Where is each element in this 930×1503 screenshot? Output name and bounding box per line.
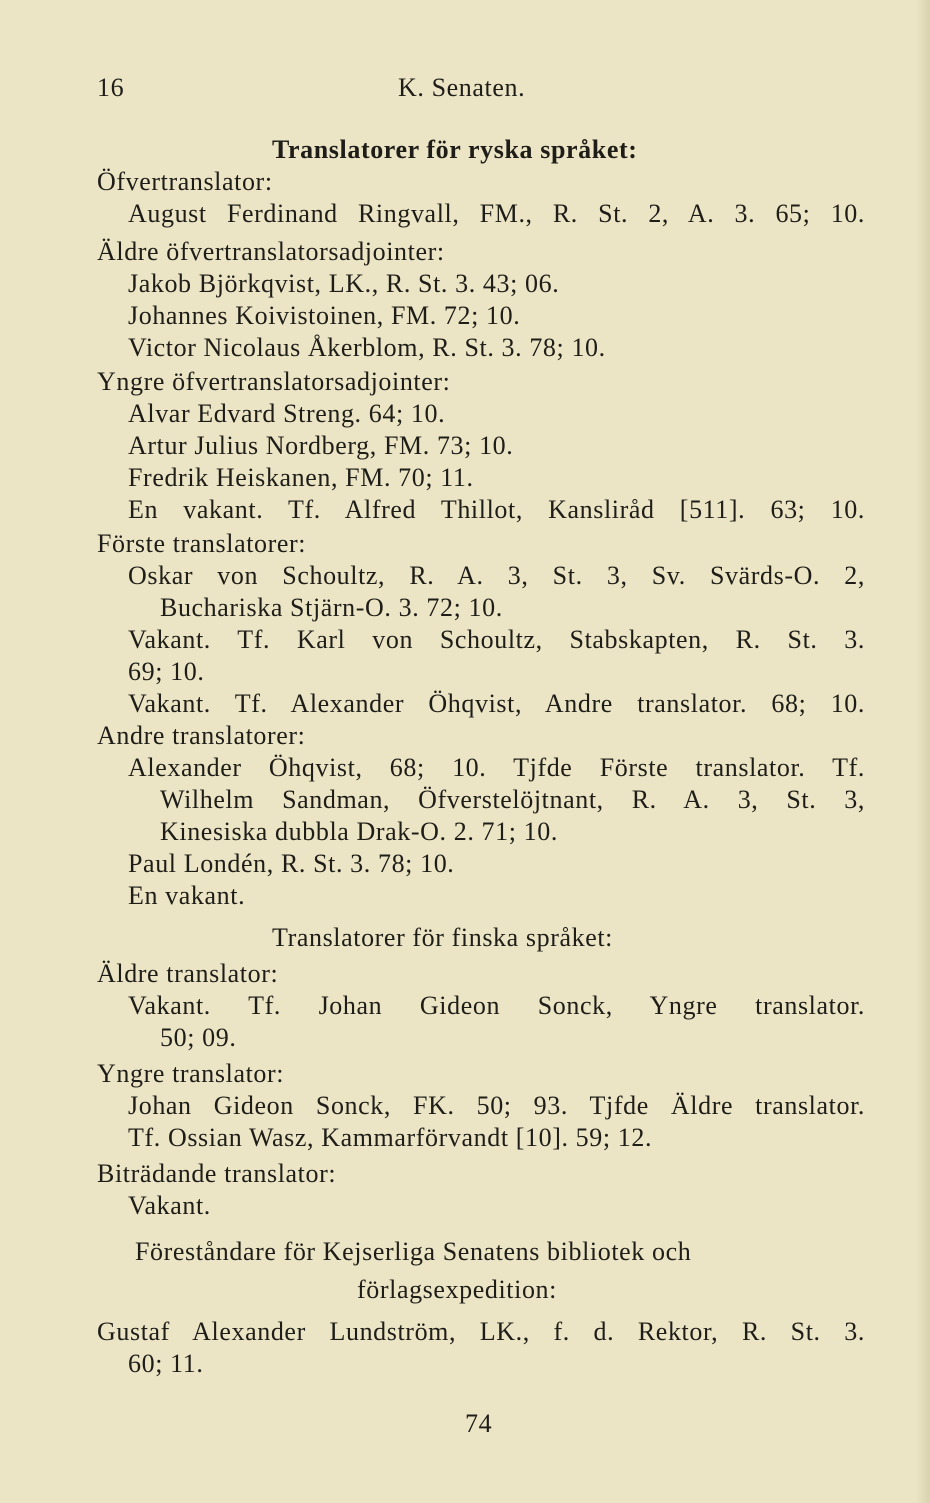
signature-mark: 74 [465, 1409, 493, 1438]
entry-line: Fredrik Heiskanen, FM. 70; 11. [128, 463, 474, 492]
subheading: Äldre öfvertranslatorsadjointer: [97, 237, 445, 266]
entry-line: Wilhelm Sandman, Öfverstelöjtnant, R. A. 3, St. 3, [160, 785, 865, 814]
entry-line: Alexander Öhqvist, 68; 10. Tjfde Förste translator. Tf. [128, 753, 865, 782]
entry-line: En vakant. Tf. Alfred Thillot, Kansliråd [511]. 63; 10. [128, 495, 865, 524]
subheading: Öfvertranslator: [97, 167, 273, 196]
subheading: Yngre öfvertranslatorsadjointer: [97, 367, 451, 396]
subheading: Andre translatorer: [97, 721, 306, 750]
subheading: Yngre translator: [97, 1059, 285, 1088]
entry-line: Tf. Ossian Wasz, Kammarförvandt [10]. 59; 12. [128, 1123, 653, 1152]
entry-line: Vakant. [128, 1191, 211, 1220]
entry-line: Gustaf Alexander Lundström, LK., f. d. Rektor, R. St. 3. [97, 1317, 865, 1346]
entry-line: 60; 11. [128, 1349, 204, 1378]
entry-line: Artur Julius Nordberg, FM. 73; 10. [128, 431, 514, 460]
entry-line: Paul Londén, R. St. 3. 78; 10. [128, 849, 455, 878]
subheading: Förste translatorer: [97, 529, 307, 558]
entry-line: Johannes Koivistoinen, FM. 72; 10. [128, 301, 521, 330]
entry-line: Victor Nicolaus Åkerblom, R. St. 3. 78; 10. [128, 333, 606, 362]
subheading: Äldre translator: [97, 959, 279, 988]
page-number: 16 [97, 73, 125, 102]
subheading: Biträdande translator: [97, 1159, 337, 1188]
page-edge-shadow [916, 0, 930, 1503]
entry-line: Kinesiska dubbla Drak-O. 2. 71; 10. [160, 817, 558, 846]
entry-line: Vakant. Tf. Alexander Öhqvist, Andre translator. 68; 10. [128, 689, 865, 718]
entry-line: En vakant. [128, 881, 246, 910]
entry-line: Alvar Edvard Streng. 64; 10. [128, 399, 446, 428]
section-title-finska: Translatorer för finska språket: [272, 923, 613, 952]
section-title-bibliotek: Föreståndare för Kejserliga Senatens bibliotek och [135, 1237, 692, 1266]
entry-line: Oskar von Schoultz, R. A. 3, St. 3, Sv. Svärds-O. 2, [128, 561, 865, 590]
entry-line: August Ferdinand Ringvall, FM., R. St. 2, A. 3. 65; 10. [128, 199, 865, 228]
entry-line: 69; 10. [128, 657, 205, 686]
entry-line: Vakant. Tf. Johan Gideon Sonck, Yngre translator. [128, 991, 865, 1020]
section-title-bibliotek-cont: förlagsexpedition: [357, 1275, 557, 1304]
running-title: K. Senaten. [398, 73, 526, 102]
entry-line: Buchariska Stjärn-O. 3. 72; 10. [160, 593, 503, 622]
section-title-ryska: Translatorer för ryska språket: [272, 135, 638, 164]
entry-line: Jakob Björkqvist, LK., R. St. 3. 43; 06. [128, 269, 560, 298]
entry-line: Vakant. Tf. Karl von Schoultz, Stabskapten, R. St. 3. [128, 625, 865, 654]
entry-line: Johan Gideon Sonck, FK. 50; 93. Tjfde Äldre translator. [128, 1091, 865, 1120]
entry-line: 50; 09. [160, 1023, 237, 1052]
